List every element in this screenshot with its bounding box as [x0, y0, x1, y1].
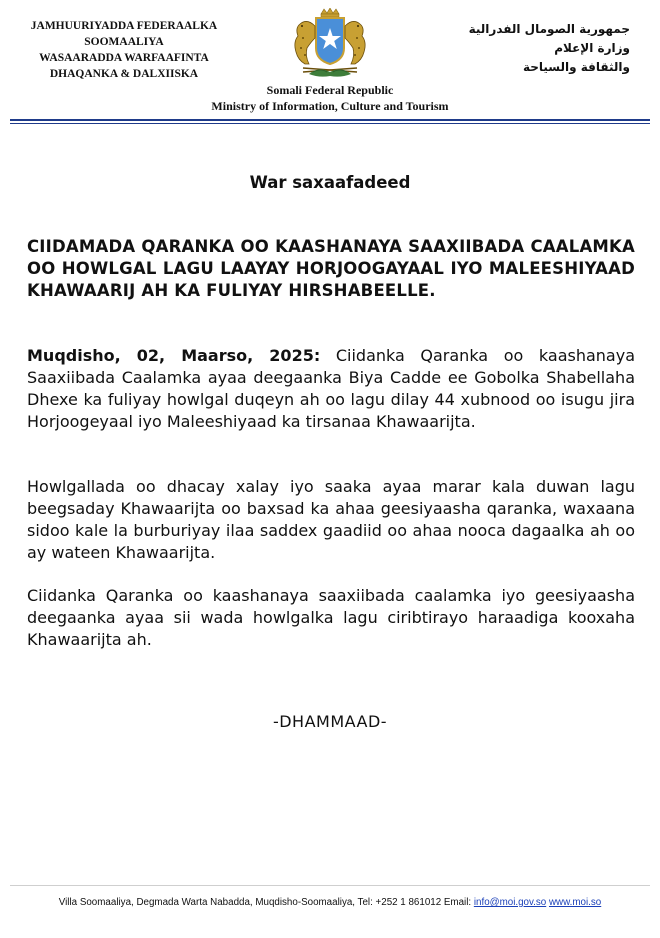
- letterhead-somali-line: WASAARADDA WARFAAFINTA: [39, 52, 209, 64]
- dateline: Muqdisho, 02, Maarso, 2025:: [27, 346, 321, 365]
- end-mark: -DHAMMAAD-: [272, 712, 388, 731]
- paragraph-3: Ciidanka Qaranka oo kaashanaya saaxiibada caalamka iyo geesiyaasha deegaanka ayaa sii wada howlgalka lagu ciribtirayo haraadiga kooxaha Khawaarijta ah.: [27, 586, 635, 649]
- letterhead-somali-line: JAMHUURIYADDA FEDERAALKA: [30, 20, 218, 32]
- letterhead-arabic-line: جمهورية الصومال الفدرالية: [468, 22, 630, 36]
- paragraph-2: Howlgallada oo dhacay xalay iyo saaka ayaa marar kala duwan lagu beegsaday Khawaarijta oo baxsad ka ahaa geesiyaasha qaranka, waxaana sidoo kale la burburiyay ilaa saddex gaadiid oo ahaa nooca dagaalka ah oo ay wateen Khawaarijta.: [27, 477, 635, 562]
- letterhead-somali-line: SOOMAALIYA: [84, 36, 164, 48]
- document-title: War saxaafadeed: [249, 173, 411, 192]
- coat-of-arms-icon: [283, 8, 377, 80]
- footer-website-link[interactable]: www.moi.so: [548, 897, 602, 908]
- letterhead-arabic-name: [450, 20, 630, 77]
- letterhead-somali-name: [14, 18, 234, 82]
- letterhead: [0, 0, 660, 122]
- letterhead-republic: Somali Federal Republic: [266, 83, 394, 97]
- footer: [0, 897, 660, 908]
- letterhead-arabic-line: وزارة الإعلام: [554, 41, 630, 55]
- letterhead-arabic-line: والثقافة والسياحة: [522, 60, 630, 74]
- paragraph-1: [27, 345, 635, 433]
- letterhead-somali-line: DHAQANKA & DALXIISKA: [49, 68, 199, 80]
- letterhead-ministry: Ministry of Information, Culture and Tourism: [211, 99, 449, 113]
- letterhead-divider-thin: [10, 123, 650, 124]
- letterhead-english-name: [180, 82, 480, 114]
- footer-address: Villa Soomaaliya, Degmada Warta Nabadda, Muqdisho-Soomaaliya, Tel: +252 1 861012 Email:: [58, 897, 474, 908]
- footer-email-link[interactable]: info@moi.gov.so: [473, 897, 547, 908]
- letterhead-divider: [10, 119, 650, 121]
- paragraph-1-text: Ciidanka Qaranka oo kaashanaya Saaxiibada Caalamka ayaa deegaanka Biya Cadde ee Gobolka Shabellaha Dhexe ka fuliyay howlgal duqeyn ah oo lagu dilay 44 xubnood oo isugu jira Horjoogeyaal iyo Maleeshiyaad ka tirsanaa Khawaarijta.: [27, 346, 635, 431]
- press-release-headline: CIIDAMADA QARANKA OO KAASHANAYA SAAXIIBADA CAALAMKA OO HOWLGAL LAGU LAAYAY HORJOOGAYAAL IYO MALEESHIYAAD KHAWAARIJ AH KA FULIYAY HIRSHABEELLE.: [27, 237, 635, 300]
- footer-divider: [10, 885, 650, 886]
